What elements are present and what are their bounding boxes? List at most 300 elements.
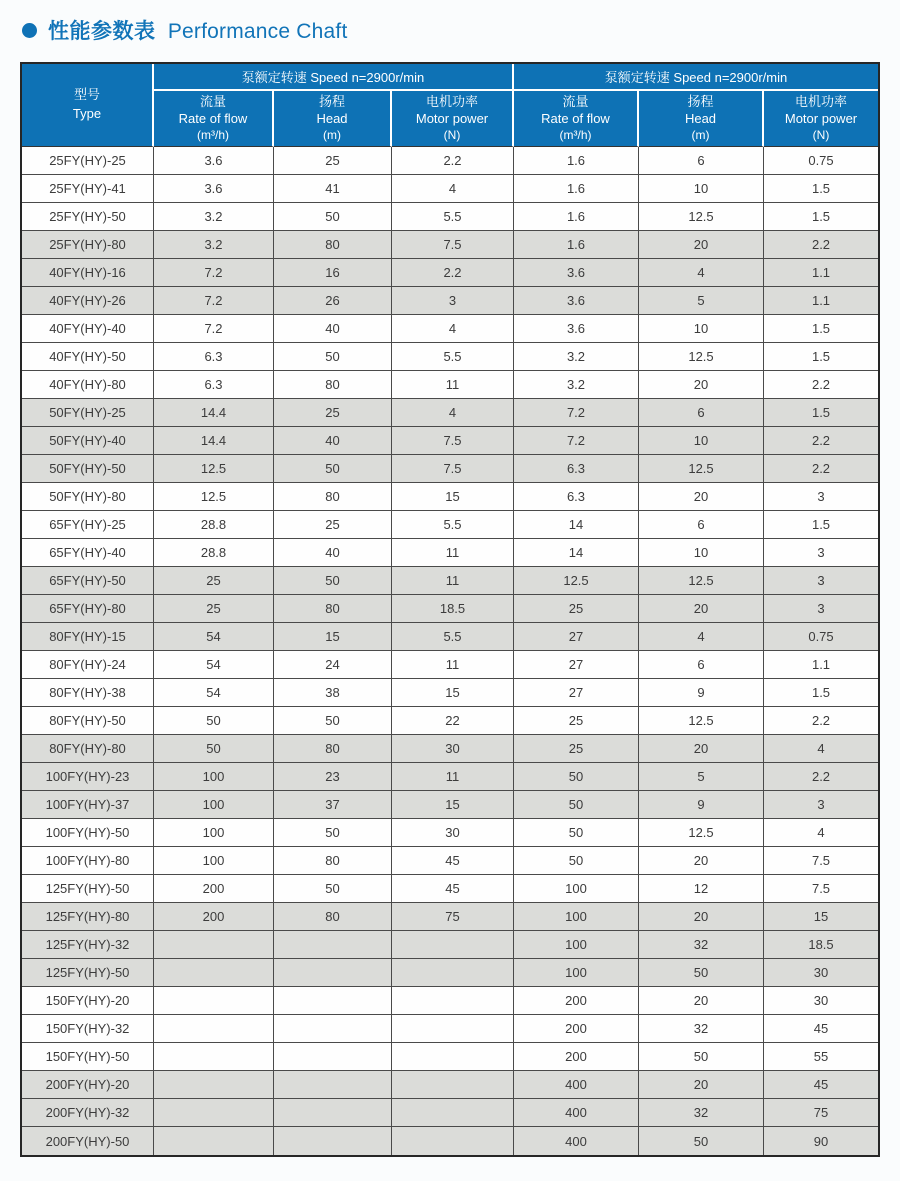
value-cell: 41: [274, 175, 392, 203]
value-cell: 9: [639, 679, 764, 707]
value-cell: 50: [639, 1043, 764, 1071]
value-cell: 75: [764, 1099, 878, 1127]
value-cell: 3.6: [514, 287, 639, 315]
value-cell: 50: [274, 819, 392, 847]
type-cell: 25FY(HY)-80: [22, 231, 154, 259]
type-cell: 80FY(HY)-24: [22, 651, 154, 679]
value-cell: 3.2: [514, 343, 639, 371]
value-cell: [274, 1099, 392, 1127]
col-header-en: Head: [684, 110, 717, 126]
col-header-cn: 电机功率: [425, 93, 478, 109]
type-cell: 150FY(HY)-32: [22, 1015, 154, 1043]
col-header-unit: (m³/h): [197, 127, 229, 142]
col-header-unit: (m³/h): [559, 127, 592, 142]
type-header-cn: 型号: [73, 87, 100, 103]
value-cell: [154, 1127, 274, 1155]
value-cell: 100: [154, 819, 274, 847]
value-cell: 1.6: [514, 231, 639, 259]
value-cell: 400: [514, 1127, 639, 1155]
value-cell: 12.5: [639, 567, 764, 595]
value-cell: 45: [392, 847, 514, 875]
value-cell: 25: [274, 147, 392, 175]
value-cell: 1.5: [764, 679, 878, 707]
value-cell: 50: [514, 763, 639, 791]
value-cell: 5.5: [392, 343, 514, 371]
value-cell: 4: [764, 819, 878, 847]
value-cell: 50: [274, 455, 392, 483]
value-cell: 20: [639, 231, 764, 259]
value-cell: 3: [764, 539, 878, 567]
type-cell: 125FY(HY)-50: [22, 959, 154, 987]
value-cell: 50: [274, 567, 392, 595]
value-cell: [392, 931, 514, 959]
value-cell: 1.1: [764, 287, 878, 315]
value-cell: 15: [764, 903, 878, 931]
type-cell: 50FY(HY)-25: [22, 399, 154, 427]
table-row: [22, 343, 878, 371]
value-cell: 2.2: [764, 427, 878, 455]
value-cell: 3.2: [154, 203, 274, 231]
type-cell: 125FY(HY)-32: [22, 931, 154, 959]
value-cell: 15: [392, 679, 514, 707]
value-cell: 50: [274, 343, 392, 371]
value-cell: 20: [639, 371, 764, 399]
table-row: [22, 1127, 878, 1155]
type-column-header: [22, 64, 154, 147]
value-cell: 50: [639, 1127, 764, 1155]
value-cell: 4: [639, 623, 764, 651]
type-cell: 50FY(HY)-80: [22, 483, 154, 511]
value-cell: 3: [764, 567, 878, 595]
value-cell: 2.2: [764, 371, 878, 399]
value-cell: 20: [639, 1071, 764, 1099]
value-cell: 0.75: [764, 623, 878, 651]
value-cell: 6: [639, 511, 764, 539]
table-row: [22, 259, 878, 287]
value-cell: 30: [764, 987, 878, 1015]
value-cell: 200: [514, 987, 639, 1015]
value-cell: 50: [274, 875, 392, 903]
type-cell: 50FY(HY)-50: [22, 455, 154, 483]
type-cell: 40FY(HY)-40: [22, 315, 154, 343]
type-cell: 40FY(HY)-80: [22, 371, 154, 399]
col-header-cn: 流量: [562, 93, 589, 109]
performance-table: [20, 62, 880, 1157]
value-cell: 25: [154, 567, 274, 595]
value-cell: 30: [764, 959, 878, 987]
value-cell: 12.5: [639, 203, 764, 231]
value-cell: 50: [274, 203, 392, 231]
col-header-unit: (m): [691, 127, 710, 142]
value-cell: 1.5: [764, 175, 878, 203]
value-cell: [392, 959, 514, 987]
type-cell: 100FY(HY)-23: [22, 763, 154, 791]
value-cell: 24: [274, 651, 392, 679]
value-cell: 100: [514, 959, 639, 987]
value-cell: 1.5: [764, 399, 878, 427]
value-cell: 14: [514, 539, 639, 567]
value-cell: 45: [392, 875, 514, 903]
value-cell: 12.5: [154, 483, 274, 511]
col-header-flow-1: [154, 91, 274, 147]
table-row: [22, 679, 878, 707]
value-cell: 12.5: [154, 455, 274, 483]
type-cell: 80FY(HY)-50: [22, 707, 154, 735]
value-cell: 1.1: [764, 651, 878, 679]
col-header-power-1: [392, 91, 514, 147]
value-cell: 2.2: [764, 455, 878, 483]
value-cell: 7.2: [154, 287, 274, 315]
value-cell: [392, 1127, 514, 1155]
table-row: [22, 1043, 878, 1071]
value-cell: 25: [274, 399, 392, 427]
value-cell: 32: [639, 931, 764, 959]
value-cell: 55: [764, 1043, 878, 1071]
table-row: [22, 763, 878, 791]
value-cell: 6: [639, 651, 764, 679]
value-cell: 20: [639, 903, 764, 931]
value-cell: 6.3: [154, 343, 274, 371]
value-cell: [154, 1043, 274, 1071]
value-cell: 11: [392, 763, 514, 791]
value-cell: 200: [154, 875, 274, 903]
table-row: [22, 707, 878, 735]
speed-group-header-2: 泵额定转速 Speed n=2900r/min: [514, 64, 878, 91]
value-cell: 15: [392, 483, 514, 511]
value-cell: 22: [392, 707, 514, 735]
page-title: [0, 0, 900, 44]
value-cell: 14.4: [154, 427, 274, 455]
value-cell: 40: [274, 427, 392, 455]
type-cell: 200FY(HY)-50: [22, 1127, 154, 1155]
value-cell: 6: [639, 147, 764, 175]
value-cell: 11: [392, 371, 514, 399]
type-cell: 25FY(HY)-41: [22, 175, 154, 203]
value-cell: 15: [274, 623, 392, 651]
value-cell: 5.5: [392, 203, 514, 231]
value-cell: 3.2: [514, 371, 639, 399]
type-cell: 100FY(HY)-50: [22, 819, 154, 847]
value-cell: 3.6: [154, 147, 274, 175]
table-row: [22, 847, 878, 875]
value-cell: 200: [154, 903, 274, 931]
bullet-icon: [22, 23, 37, 38]
col-header-power-2: [764, 91, 878, 147]
value-cell: [274, 1127, 392, 1155]
value-cell: 11: [392, 539, 514, 567]
value-cell: 200: [514, 1015, 639, 1043]
col-header-flow-2: [514, 91, 639, 147]
value-cell: 54: [154, 651, 274, 679]
value-cell: 25: [514, 595, 639, 623]
value-cell: 3.6: [154, 175, 274, 203]
value-cell: 7.2: [514, 427, 639, 455]
table-row: [22, 287, 878, 315]
value-cell: 7.5: [392, 427, 514, 455]
value-cell: [154, 987, 274, 1015]
value-cell: [274, 1015, 392, 1043]
value-cell: 1.6: [514, 147, 639, 175]
type-cell: 25FY(HY)-25: [22, 147, 154, 175]
value-cell: 2.2: [392, 147, 514, 175]
table-row: [22, 595, 878, 623]
page-title-text: [48, 15, 348, 45]
type-cell: 200FY(HY)-32: [22, 1099, 154, 1127]
value-cell: 9: [639, 791, 764, 819]
value-cell: 3.6: [514, 259, 639, 287]
table-header: [22, 64, 878, 147]
value-cell: 1.5: [764, 315, 878, 343]
value-cell: 2.2: [392, 259, 514, 287]
value-cell: 30: [392, 735, 514, 763]
value-cell: 32: [639, 1015, 764, 1043]
type-cell: 100FY(HY)-80: [22, 847, 154, 875]
value-cell: 7.2: [154, 315, 274, 343]
table-row: [22, 819, 878, 847]
value-cell: 0.75: [764, 147, 878, 175]
value-cell: [392, 1071, 514, 1099]
value-cell: 20: [639, 735, 764, 763]
table-row: [22, 931, 878, 959]
value-cell: 200: [514, 1043, 639, 1071]
value-cell: 16: [274, 259, 392, 287]
table-row: [22, 315, 878, 343]
value-cell: 3: [764, 483, 878, 511]
value-cell: 6.3: [514, 483, 639, 511]
value-cell: 1.6: [514, 203, 639, 231]
table-row: [22, 987, 878, 1015]
table-row: [22, 399, 878, 427]
type-cell: 80FY(HY)-38: [22, 679, 154, 707]
type-cell: 65FY(HY)-80: [22, 595, 154, 623]
value-cell: 3: [764, 791, 878, 819]
table-body: [22, 147, 878, 1155]
col-header-en: Rate of flow: [178, 110, 248, 126]
table-row: [22, 231, 878, 259]
value-cell: 12.5: [639, 343, 764, 371]
value-cell: [392, 987, 514, 1015]
table-row: [22, 147, 878, 175]
value-cell: [274, 959, 392, 987]
value-cell: 11: [392, 651, 514, 679]
type-cell: 65FY(HY)-25: [22, 511, 154, 539]
value-cell: 14.4: [154, 399, 274, 427]
value-cell: 40: [274, 315, 392, 343]
value-cell: 26: [274, 287, 392, 315]
value-cell: 4: [392, 399, 514, 427]
value-cell: 7.5: [392, 455, 514, 483]
col-header-en: Motor power: [415, 110, 489, 126]
value-cell: 40: [274, 539, 392, 567]
table-row: [22, 511, 878, 539]
value-cell: 4: [639, 259, 764, 287]
value-cell: 4: [392, 175, 514, 203]
page-title-en: Performance Chaft: [167, 20, 348, 43]
value-cell: [154, 1015, 274, 1043]
value-cell: 45: [764, 1015, 878, 1043]
value-cell: 50: [274, 707, 392, 735]
value-cell: 100: [154, 791, 274, 819]
value-cell: 15: [392, 791, 514, 819]
value-cell: 38: [274, 679, 392, 707]
value-cell: 27: [514, 623, 639, 651]
col-header-cn: 扬程: [318, 93, 345, 109]
type-cell: 50FY(HY)-40: [22, 427, 154, 455]
value-cell: 20: [639, 987, 764, 1015]
table-row: [22, 455, 878, 483]
type-cell: 125FY(HY)-50: [22, 875, 154, 903]
table-row: [22, 427, 878, 455]
value-cell: 54: [154, 679, 274, 707]
value-cell: 18.5: [392, 595, 514, 623]
group-header-row: [22, 64, 878, 91]
value-cell: [392, 1043, 514, 1071]
value-cell: 80: [274, 735, 392, 763]
value-cell: 3: [764, 595, 878, 623]
table-row: [22, 567, 878, 595]
value-cell: 400: [514, 1099, 639, 1127]
value-cell: 25: [514, 707, 639, 735]
value-cell: [274, 1043, 392, 1071]
value-cell: 7.2: [154, 259, 274, 287]
value-cell: 80: [274, 231, 392, 259]
value-cell: 1.1: [764, 259, 878, 287]
value-cell: 50: [514, 847, 639, 875]
value-cell: 80: [274, 595, 392, 623]
value-cell: 50: [154, 707, 274, 735]
table-row: [22, 623, 878, 651]
value-cell: [274, 987, 392, 1015]
type-cell: 25FY(HY)-50: [22, 203, 154, 231]
type-cell: 65FY(HY)-40: [22, 539, 154, 567]
col-header-unit: (m): [323, 127, 341, 142]
value-cell: 25: [274, 511, 392, 539]
value-cell: 80: [274, 903, 392, 931]
value-cell: 3.6: [514, 315, 639, 343]
type-cell: 125FY(HY)-80: [22, 903, 154, 931]
table-row: [22, 651, 878, 679]
value-cell: 12.5: [639, 455, 764, 483]
value-cell: 5.5: [392, 511, 514, 539]
value-cell: 20: [639, 483, 764, 511]
col-header-en: Motor power: [784, 110, 858, 126]
col-header-en: Head: [316, 110, 348, 126]
value-cell: 20: [639, 847, 764, 875]
table-row: [22, 1015, 878, 1043]
value-cell: 3: [392, 287, 514, 315]
value-cell: 10: [639, 175, 764, 203]
value-cell: 12: [639, 875, 764, 903]
value-cell: 50: [514, 819, 639, 847]
value-cell: [154, 1071, 274, 1099]
value-cell: 32: [639, 1099, 764, 1127]
speed-group-header-1: 泵额定转速 Speed n=2900r/min: [154, 64, 514, 91]
col-header-head-1: [274, 91, 392, 147]
table-row: [22, 791, 878, 819]
value-cell: 45: [764, 1071, 878, 1099]
value-cell: 50: [514, 791, 639, 819]
col-header-head-2: [639, 91, 764, 147]
table-row: [22, 371, 878, 399]
value-cell: 10: [639, 315, 764, 343]
table-row: [22, 903, 878, 931]
type-cell: 80FY(HY)-15: [22, 623, 154, 651]
value-cell: [274, 1071, 392, 1099]
page-title-cn: 性能参数表: [48, 20, 156, 43]
value-cell: 5: [639, 763, 764, 791]
value-cell: 75: [392, 903, 514, 931]
value-cell: [392, 1015, 514, 1043]
value-cell: 80: [274, 847, 392, 875]
value-cell: 7.5: [764, 847, 878, 875]
value-cell: 1.5: [764, 203, 878, 231]
value-cell: 2.2: [764, 707, 878, 735]
value-cell: 18.5: [764, 931, 878, 959]
type-header-en: Type: [72, 106, 102, 121]
value-cell: 90: [764, 1127, 878, 1155]
value-cell: 100: [154, 763, 274, 791]
col-header-cn: 扬程: [687, 93, 714, 109]
col-header-unit: (N): [812, 127, 830, 142]
value-cell: [274, 931, 392, 959]
table-row: [22, 175, 878, 203]
value-cell: 80: [274, 483, 392, 511]
value-cell: 25: [514, 735, 639, 763]
table-row: [22, 735, 878, 763]
col-header-cn: 电机功率: [795, 93, 848, 109]
value-cell: 23: [274, 763, 392, 791]
value-cell: [154, 959, 274, 987]
table-row: [22, 483, 878, 511]
value-cell: 1.5: [764, 343, 878, 371]
value-cell: 80: [274, 371, 392, 399]
type-cell: 40FY(HY)-16: [22, 259, 154, 287]
value-cell: 10: [639, 427, 764, 455]
value-cell: 11: [392, 567, 514, 595]
value-cell: 14: [514, 511, 639, 539]
value-cell: [154, 1099, 274, 1127]
type-cell: 65FY(HY)-50: [22, 567, 154, 595]
col-header-en: Rate of flow: [541, 110, 610, 126]
performance-table-grid: [22, 64, 878, 1155]
value-cell: 100: [514, 931, 639, 959]
value-cell: 7.2: [514, 399, 639, 427]
value-cell: 4: [392, 315, 514, 343]
value-cell: 28.8: [154, 539, 274, 567]
value-cell: 25: [154, 595, 274, 623]
value-cell: 7.5: [392, 231, 514, 259]
value-cell: 10: [639, 539, 764, 567]
value-cell: 400: [514, 1071, 639, 1099]
value-cell: 100: [514, 903, 639, 931]
value-cell: 6.3: [154, 371, 274, 399]
value-cell: 30: [392, 819, 514, 847]
type-cell: 40FY(HY)-26: [22, 287, 154, 315]
value-cell: 12.5: [514, 567, 639, 595]
type-cell: 40FY(HY)-50: [22, 343, 154, 371]
type-cell: 150FY(HY)-20: [22, 987, 154, 1015]
value-cell: 28.8: [154, 511, 274, 539]
value-cell: 27: [514, 679, 639, 707]
value-cell: 2.2: [764, 231, 878, 259]
value-cell: 3.2: [154, 231, 274, 259]
type-cell: 150FY(HY)-50: [22, 1043, 154, 1071]
value-cell: 50: [154, 735, 274, 763]
value-cell: 12.5: [639, 819, 764, 847]
col-header-cn: 流量: [199, 93, 226, 109]
value-cell: [392, 1099, 514, 1127]
value-cell: 54: [154, 623, 274, 651]
